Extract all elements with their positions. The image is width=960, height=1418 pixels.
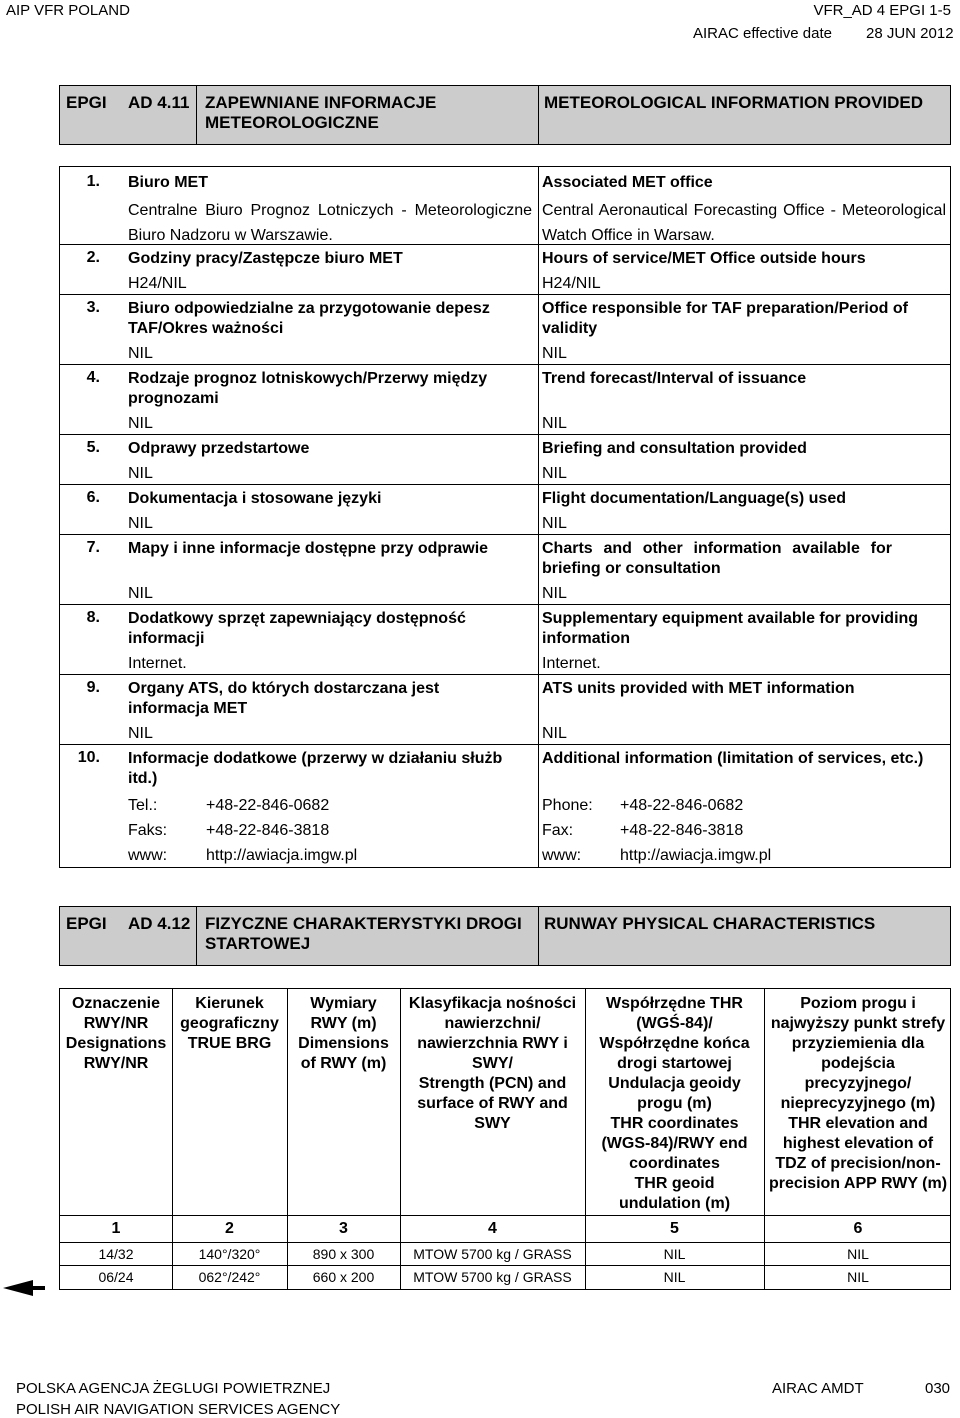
section-412-title-pl-1: FIZYCZNE CHARAKTERYSTYKI DROGI: [205, 914, 522, 933]
pl-value: NIL: [128, 725, 153, 742]
rwy-header-thr-coordinates: [585, 994, 764, 1214]
en-value: NIL: [542, 515, 567, 532]
row-number: 7.: [86, 539, 100, 556]
pl-value: NIL: [128, 345, 153, 362]
header-line: precyzyjnego/: [804, 1075, 912, 1092]
table-cell: NIL: [847, 1269, 869, 1285]
en-value: H24/NIL: [542, 275, 601, 292]
header-line: THR geoid: [634, 1175, 715, 1192]
rwy-header-dimensions: [287, 994, 400, 1074]
section-411-ref: AD 4.11: [128, 93, 190, 112]
pl-heading: Dokumentacja i stosowane języki: [128, 490, 382, 507]
en-heading: Additional information (limitation of services, etc.): [542, 750, 924, 767]
column-index: 4: [488, 1220, 497, 1237]
header-line: coordinates: [629, 1155, 720, 1172]
header-line: THR elevation and: [788, 1115, 928, 1132]
pl-value: Centralne Biuro Prognoz Lotniczych - Meteorologiczne Biuro Nadzoru w Warszawie.: [128, 202, 532, 244]
en-heading: Flight documentation/Language(s) used: [542, 490, 846, 507]
table-cell: 14/32: [98, 1246, 134, 1262]
header-line: nawierzchni/: [444, 1015, 541, 1032]
header-line: Wymiary: [310, 995, 377, 1012]
pl-heading: Organy ATS, do których dostarczana jest informacja MET: [128, 680, 440, 717]
rwy-header-thr-elevation: [764, 994, 952, 1194]
header-line: podejścia: [821, 1055, 895, 1072]
en-heading: ATS units provided with MET information: [542, 680, 855, 697]
en-contact-phone-label: Phone:: [542, 797, 593, 814]
header-line: Poziom progu i: [800, 995, 916, 1012]
header-line: drogi startowej: [617, 1055, 732, 1072]
section-412-title-en: RUNWAY PHYSICAL CHARACTERISTICS: [544, 914, 876, 933]
section-412-title-pl-2: STARTOWEJ: [205, 934, 311, 953]
en-contact-fax-label: Fax:: [542, 822, 574, 839]
rwy-header-strength: [400, 994, 585, 1134]
header-line: geograficzny: [180, 1015, 279, 1032]
header-line: RWY (m): [310, 1015, 377, 1032]
header-line: Oznaczenie: [71, 995, 161, 1012]
amendment-arrow-icon: [3, 1278, 47, 1298]
pl-heading: Dodatkowy sprzęt zapewniający dostępność informacji: [128, 610, 466, 647]
en-contact-www: http://awiacja.imgw.pl: [620, 847, 772, 864]
pl-value: NIL: [128, 585, 153, 602]
pl-contact-fax-label: Faks:: [128, 822, 168, 839]
header-line: highest elevation of: [782, 1135, 934, 1152]
pl-heading: Godziny pracy/Zastępcze biuro MET: [128, 250, 403, 267]
header-line: of RWY (m): [300, 1055, 387, 1072]
row-number: 6.: [86, 489, 100, 506]
footer-amdt-number: 030: [925, 1380, 951, 1397]
effective-date: 28 JUN 2012: [866, 25, 954, 42]
section-411-title-en: METEOROLOGICAL INFORMATION PROVIDED: [544, 93, 924, 112]
table-cell: 06/24: [98, 1269, 134, 1285]
header-line: Klasyfikacja nośności: [408, 995, 577, 1012]
rwy-header-true-brg: [172, 994, 287, 1054]
en-value: NIL: [542, 725, 567, 742]
table-cell: NIL: [663, 1246, 686, 1262]
en-heading: Charts and other information available for briefing or consultation: [542, 540, 892, 577]
pl-heading: Informacje dodatkowe (przerwy w działaniu służb itd.): [128, 750, 503, 787]
en-value: Central Aeronautical Forecasting Office - Meteorological Watch Office in Warsaw.: [542, 202, 946, 244]
section-411-title-pl-1: ZAPEWNIANE INFORMACJE: [205, 93, 437, 112]
section-412-header: [59, 906, 951, 966]
header-line: RWY/NR: [83, 1015, 149, 1032]
column-index: 2: [225, 1220, 234, 1237]
pl-heading: Biuro MET: [128, 174, 208, 191]
en-contact-phone: +48-22-846-0682: [620, 797, 744, 814]
row-number: 4.: [86, 369, 100, 386]
table-cell: MTOW 5700 kg / GRASS: [413, 1269, 572, 1285]
row-number: 5.: [86, 439, 100, 456]
header-line: Strength (PCN) and: [418, 1075, 567, 1092]
en-value: NIL: [542, 465, 567, 482]
en-value: NIL: [542, 345, 567, 362]
pl-contact-www-label: www:: [128, 847, 168, 864]
pl-cell: [128, 173, 532, 248]
header-line: (WGS-84)/RWY end: [601, 1135, 748, 1152]
header-line: undulation (m): [618, 1195, 731, 1212]
row-number: 8.: [86, 609, 100, 626]
column-index: 1: [111, 1220, 121, 1237]
header-line: Designations: [65, 1035, 167, 1052]
header-line: Undulacja geoidy: [608, 1075, 741, 1092]
header-line: TDZ of precision/non-: [775, 1155, 941, 1172]
section-412-code: EPGI: [66, 914, 107, 933]
section-411-header: [59, 85, 951, 145]
footer-amdt-label: AIRAC AMDT: [772, 1380, 864, 1397]
header-left: AIP VFR POLAND: [6, 2, 130, 19]
row-number: 3.: [86, 299, 100, 316]
pl-heading: Mapy i inne informacje dostępne przy odprawie: [128, 540, 489, 557]
header-line: Współrzędne THR: [606, 995, 743, 1012]
en-contact-www-label: www:: [542, 847, 582, 864]
header-line: Kierunek: [195, 995, 264, 1012]
header-line: progu (m): [637, 1095, 712, 1112]
header-line: nawierzchnia RWY i: [417, 1035, 568, 1052]
en-heading: Hours of service/MET Office outside hours: [542, 250, 866, 267]
section-411-title-pl-2: METEOROLOGICZNE: [205, 113, 379, 132]
en-heading: Briefing and consultation provided: [542, 440, 807, 457]
met-table: [59, 166, 951, 868]
section-411-code: EPGI: [66, 93, 107, 112]
en-value: NIL: [542, 585, 567, 602]
en-heading: Trend forecast/Interval of issuance: [542, 370, 807, 387]
header-line: SWY/: [472, 1055, 513, 1072]
runway-table: [59, 988, 951, 1290]
header-line: Współrzędne końca: [599, 1035, 750, 1052]
pl-contact-www: http://awiacja.imgw.pl: [206, 847, 358, 864]
pl-heading: Odprawy przedstartowe: [128, 440, 310, 457]
effective-label: AIRAC effective date: [693, 25, 832, 42]
header-line: najwyższy punkt strefy: [770, 1015, 946, 1032]
header-line: RWY/NR: [83, 1055, 149, 1072]
header-line: nieprecyzyjnego (m): [780, 1095, 936, 1112]
en-value: Internet.: [542, 655, 601, 672]
header-line: surface of RWY and: [417, 1095, 568, 1112]
en-cell: [542, 173, 946, 248]
column-index: 5: [670, 1220, 679, 1237]
table-cell: 062°/242°: [198, 1269, 261, 1285]
pl-contact-fax: +48-22-846-3818: [206, 822, 330, 839]
header-line: (WGŚ-84)/: [636, 1015, 713, 1032]
en-contact-fax: +48-22-846-3818: [620, 822, 744, 839]
en-heading: Office responsible for TAF preparation/Period of validity: [542, 300, 908, 337]
pl-contact-tel-label: Tel.:: [128, 797, 158, 814]
pl-value: NIL: [128, 465, 153, 482]
row-number: 2.: [86, 249, 100, 266]
header-line: SWY: [474, 1115, 511, 1132]
pl-value: NIL: [128, 515, 153, 532]
en-value: NIL: [542, 415, 567, 432]
row-number: 10.: [77, 749, 100, 766]
header-line: przyziemienia dla: [791, 1035, 925, 1052]
header-right: VFR_AD 4 EPGI 1-5: [813, 2, 951, 19]
table-cell: NIL: [847, 1246, 869, 1262]
en-heading: Supplementary equipment available for providing information: [542, 610, 919, 647]
table-cell: 140°/320°: [198, 1246, 261, 1262]
pl-heading: Rodzaje prognoz lotniskowych/Przerwy między prognozami: [128, 370, 488, 407]
row-number: 9.: [86, 679, 100, 696]
en-heading: Associated MET office: [542, 174, 713, 191]
pl-value: Internet.: [128, 655, 187, 672]
pl-contact-tel: +48-22-846-0682: [206, 797, 330, 814]
pl-value: NIL: [128, 415, 153, 432]
header-line: THR coordinates: [610, 1115, 739, 1132]
pl-heading: Biuro odpowiedzialne za przygotowanie depesz TAF/Okres ważności: [128, 300, 490, 337]
footer-agency-pl: POLSKA AGENCJA ŻEGLUGI POWIETRZNEJ: [16, 1380, 331, 1397]
table-cell: MTOW 5700 kg / GRASS: [413, 1246, 572, 1262]
table-cell: 660 x 200: [312, 1269, 375, 1285]
header-line: Dimensions: [298, 1035, 389, 1052]
header-line: precision APP RWY (m): [768, 1175, 948, 1192]
row-number: 1.: [86, 173, 100, 190]
section-412-ref: AD 4.12: [128, 914, 191, 933]
column-index: 6: [853, 1220, 863, 1237]
rwy-header-designation: [60, 994, 172, 1074]
column-index: 3: [339, 1220, 348, 1237]
footer-agency-en: POLISH AIR NAVIGATION SERVICES AGENCY: [16, 1401, 341, 1418]
header-line: TRUE BRG: [187, 1035, 272, 1052]
pl-value: H24/NIL: [128, 275, 187, 292]
table-cell: 890 x 300: [312, 1246, 375, 1262]
table-cell: NIL: [663, 1269, 686, 1285]
